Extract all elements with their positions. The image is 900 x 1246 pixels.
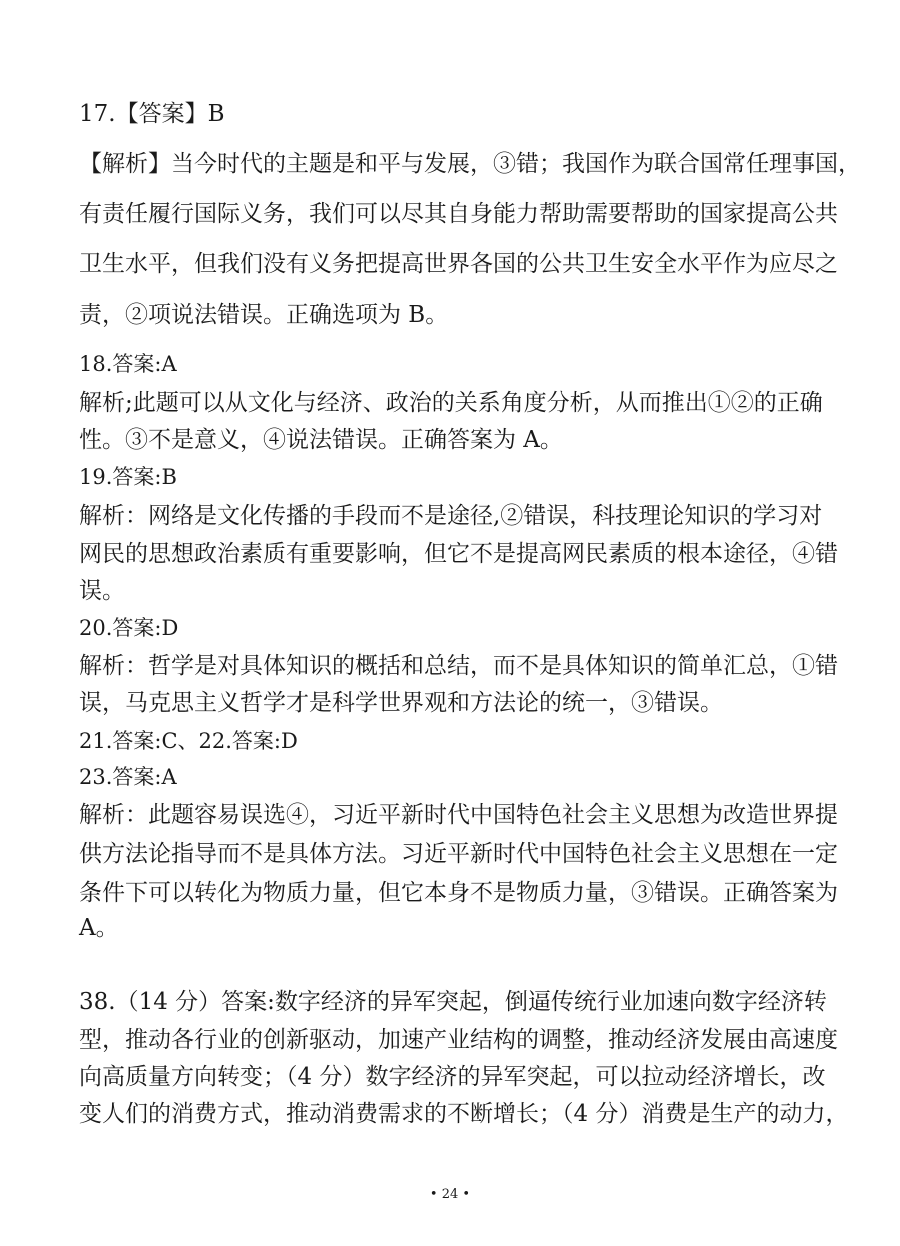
answer-19-heading: 19.答案:B: [79, 465, 177, 489]
answer-18-analysis-line-1: 解析;此题可以从文化与经济、政治的关系角度分析，从而推出①②的正确: [79, 390, 823, 416]
answer-38-line-1: 38.（14 分）答案:数字经济的异军突起，倒逼传统行业加速向数字经济转: [79, 989, 827, 1015]
answer-23-analysis-line-3: 条件下可以转化为物质力量，但它本身不是物质力量，③错误。正确答案为: [79, 880, 838, 906]
answer-19-analysis-line-3: 误。: [79, 578, 125, 604]
answer-20-analysis-line-1: 解析：哲学是对具体知识的概括和总结，而不是具体知识的简单汇总，①错: [79, 653, 838, 679]
answer-17-analysis-line-1: 【解析】当今时代的主题是和平与发展，③错；我国作为联合国常任理事国，: [79, 151, 861, 177]
answer-38-line-2: 型，推动各行业的创新驱动，加速产业结构的调整，推动经济发展由高速度: [79, 1027, 838, 1053]
answer-17-analysis-line-3: 卫生水平，但我们没有义务把提高世界各国的公共卫生安全水平作为应尽之: [79, 251, 838, 277]
answer-23-heading: 23.答案:A: [79, 765, 177, 789]
answer-17-heading: 17.【答案】B: [79, 101, 225, 127]
answer-17-analysis-line-4: 责，②项说法错误。正确选项为 B。: [79, 302, 449, 328]
answer-19-analysis-line-2: 网民的思想政治素质有重要影响，但它不是提高网民素质的根本途径，④错: [79, 541, 838, 567]
page-number: • 24 •: [429, 1187, 471, 1202]
answer-20-heading: 20.答案:D: [79, 616, 179, 640]
answer-23-analysis-line-1: 解析：此题容易误选④，习近平新时代中国特色社会主义思想为改造世界提: [79, 802, 838, 828]
answer-23-analysis-line-2: 供方法论指导而不是具体方法。习近平新时代中国特色社会主义思想在一定: [79, 841, 838, 867]
answer-17-analysis-line-2: 有责任履行国际义务，我们可以尽其自身能力帮助需要帮助的国家提高公共: [79, 201, 838, 227]
answer-19-analysis-line-1: 解析：网络是文化传播的手段而不是途径,②错误，科技理论知识的学习对: [79, 503, 823, 529]
answer-18-analysis-line-2: 性。③不是意义，④说法错误。正确答案为 A。: [79, 427, 563, 453]
answer-20-analysis-line-2: 误，马克思主义哲学才是科学世界观和方法论的统一，③错误。: [79, 690, 723, 716]
answer-38-line-4: 变人们的消费方式，推动消费需求的不断增长；（4 分）消费是生产的动力，: [79, 1101, 849, 1127]
answer-21-22-heading: 21.答案:C、22.答案:D: [79, 729, 298, 753]
answer-38-line-3: 向高质量方向转变；（4 分）数字经济的异军突起，可以拉动经济增长，改: [79, 1064, 826, 1090]
answer-18-heading: 18.答案:A: [79, 352, 177, 376]
answer-23-analysis-line-4: A。: [79, 915, 119, 941]
